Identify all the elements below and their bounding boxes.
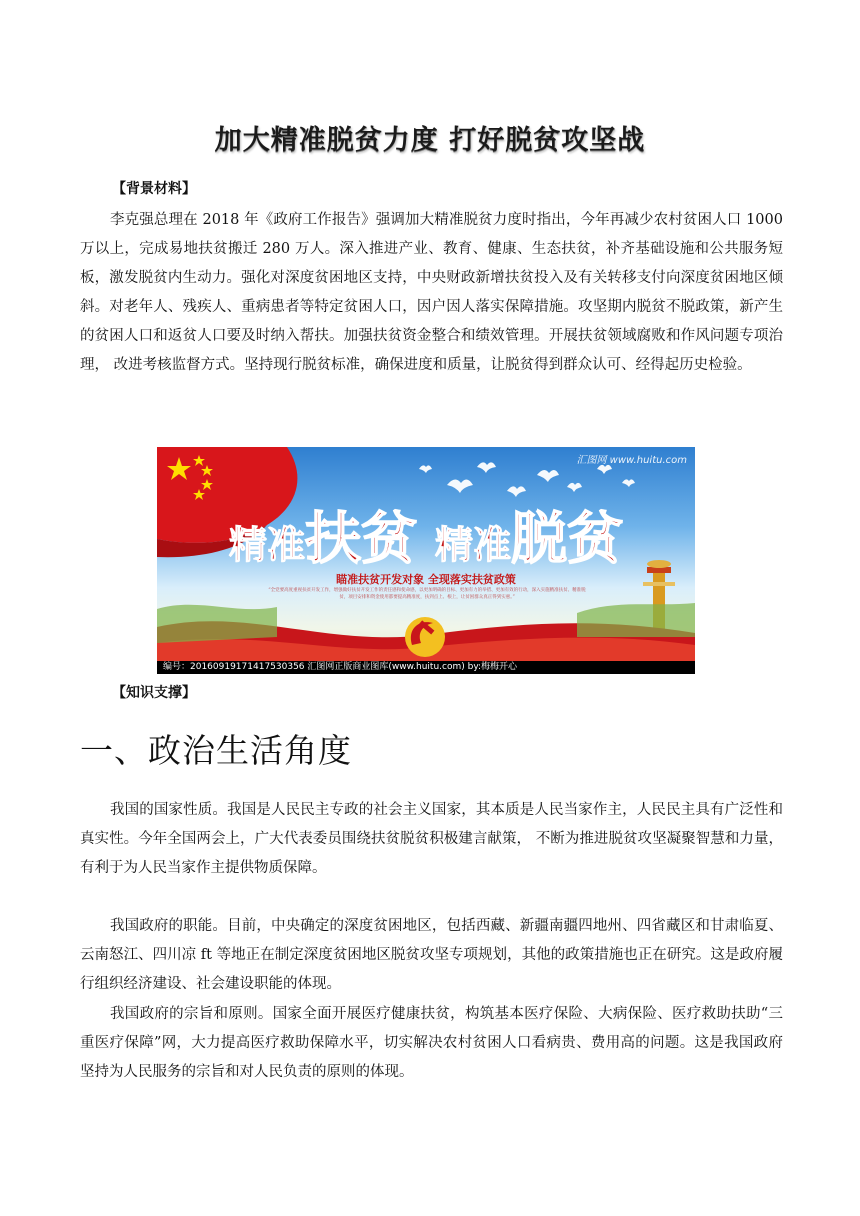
banner-headline	[157, 495, 695, 575]
knowledge-support-label: 【知识支撑】	[112, 685, 196, 701]
banner-subtitle: 瞄准扶贫开发对象 全现落实扶贫政策	[336, 573, 516, 586]
banner-footer-caption: 编号：20160919171417530356 汇图网正版商业图库(www.huitu.com) by:梅梅开心	[157, 661, 695, 674]
paragraph-government-functions: 我国政府的职能。目前，中央确定的深度贫困地区，包括西藏、新疆南疆四地州、四省藏区和甘肃临夏、云南怒江、四川凉 ft 等地正在制定深度贫困地区脱贫攻坚专项规划，其他的政策措施也正在研究。这是政府履行组织经济建设、社会建设职能的体现。	[80, 918, 783, 992]
poverty-alleviation-banner-image	[157, 447, 695, 674]
dove-icons	[419, 462, 635, 497]
paragraph-government-principles: 我国政府的宗旨和原则。国家全面开展医疗健康扶贫，构筑基本医疗保险、大病保险、医疗救助扶助“三重医疗保障”网，大力提高医疗救助保障水平，切实解决农村贫困人口看病贵、费用高的问题。这是我国政府坚持为人民服务的宗旨和对人民负责的原则的体现。	[80, 1006, 783, 1080]
banner-headline-part2-big: 脱贫	[511, 507, 624, 572]
banner-body-text: “全党要高度重视扶贫开发工作，增强做好扶贫开发工作的责任感和使命感，以更加明确的目标、更加有力的举措、更加有效的行动，深入实施精准扶贫、精准脱贫，项目安排和资金使用都要提高精准度，扶到点上、根上，让贫困群众真正得到实惠。”	[268, 588, 586, 600]
section-heading-political-life: 一、政治生活角度	[80, 731, 352, 770]
green-hill-left	[157, 605, 277, 643]
banner-watermark: 汇图网 www.huitu.com	[576, 455, 687, 466]
background-paragraph: 李克强总理在 2018 年《政府工作报告》强调加大精准脱贫力度时指出，今年再减少农村贫困人口 1000 万以上，完成易地扶贫搬迁 280 万人。深入推进产业、教育、健康、生态扶贫，补齐基础设施和公共服务短板，激发脱贫内生动力。强化对深度贫困地区支持，中央财政新增扶贫投入及有关转移支付向深度贫困地区倾斜。对老年人、残疾人、重病患者等特定贫困人口，因户因人落实保障措施。攻坚期内脱贫不脱政策，新产生的贫困人口和返贫人口要及时纳入帮扶。加强扶贫资金整合和绩效管理。开展扶贫领域腐败和作风问题专项治理， 改进考核监督方式。坚持现行脱贫标准，确保进度和质量，让脱贫得到群众认可、经得起历史检验。	[80, 212, 783, 373]
background-material-label: 【背景材料】	[112, 181, 196, 197]
banner-headline-part2-small: 精准	[435, 523, 512, 567]
document-title: 加大精准脱贫力度 打好脱贫攻坚战	[214, 125, 646, 156]
paragraph-state-nature: 我国的国家性质。我国是人民民主专政的社会主义国家，其本质是人民当家作主，人民民主具有广泛性和真实性。今年全国两会上，广大代表委员围绕扶贫脱贫积极建言献策， 不断为推进脱贫攻坚凝聚智慧和力量，有利于为人民当家作主提供物质保障。	[80, 802, 783, 876]
banner-headline-part1-big: 扶贫	[305, 507, 417, 572]
green-hill-right	[577, 603, 695, 637]
party-emblem-icon	[405, 617, 445, 657]
banner-headline-part1-small: 精准	[228, 523, 305, 567]
